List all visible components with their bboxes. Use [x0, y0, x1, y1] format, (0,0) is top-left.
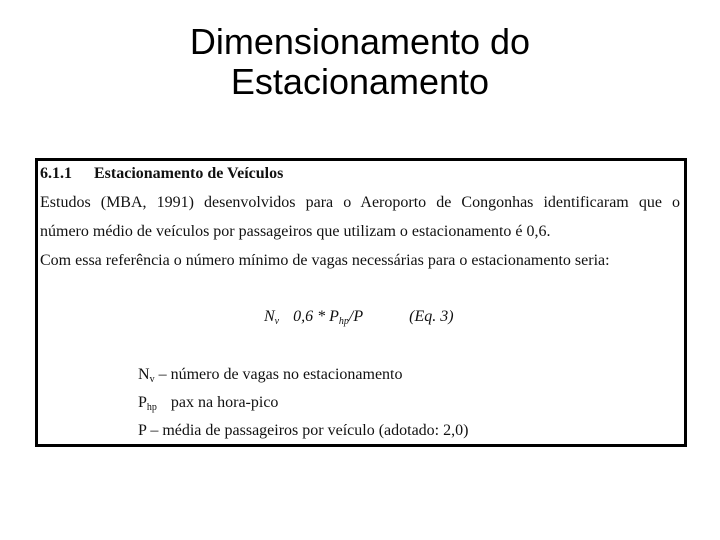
formula	[264, 308, 454, 326]
legend-symbol: N	[138, 366, 150, 383]
section-number: 6.1.1	[40, 165, 72, 182]
slide-title-line-1: Dimensionamento do	[189, 21, 531, 62]
document-excerpt	[35, 158, 687, 447]
legend-symbol-subscript: v	[149, 374, 155, 385]
legend-item-p	[138, 422, 468, 440]
legend-text: pax na hora-pico	[170, 394, 279, 411]
legend-item-php	[138, 394, 278, 412]
section-heading	[40, 165, 283, 183]
legend-symbol: P	[138, 422, 147, 439]
slide-title	[0, 22, 720, 102]
slide-title-line-2: Estacionamento	[230, 61, 490, 102]
paragraph-line-1: Estudos (MBA, 1991) desenvolvidos para o Aeroporto de Congonhas identificaram que o	[40, 194, 680, 211]
formula-rhs: 0,6 * P	[293, 308, 339, 325]
legend-symbol: P	[138, 394, 147, 411]
equation-reference: (Eq. 3)	[409, 308, 454, 325]
formula-rhs-divisor: /P	[348, 308, 364, 325]
legend-symbol-subscript: hp	[146, 402, 157, 413]
paragraph-line-2: número médio de veículos por passageiros que utilizam o estacionamento é 0,6.	[40, 223, 551, 240]
section-title: Estacionamento de Veículos	[94, 165, 284, 182]
legend-text: – número de vagas no estacionamento	[158, 366, 403, 383]
formula-lhs-subscript: v	[274, 316, 280, 327]
legend-text: – média de passageiros por veículo (adotado: 2,0)	[150, 422, 469, 439]
paragraph-line-3: Com essa referência o número mínimo de vagas necessárias para o estacionamento seria:	[40, 252, 610, 269]
legend-item-nv	[138, 366, 402, 384]
formula-lhs: N	[264, 308, 275, 325]
formula-rhs-subscript: hp	[338, 316, 349, 327]
